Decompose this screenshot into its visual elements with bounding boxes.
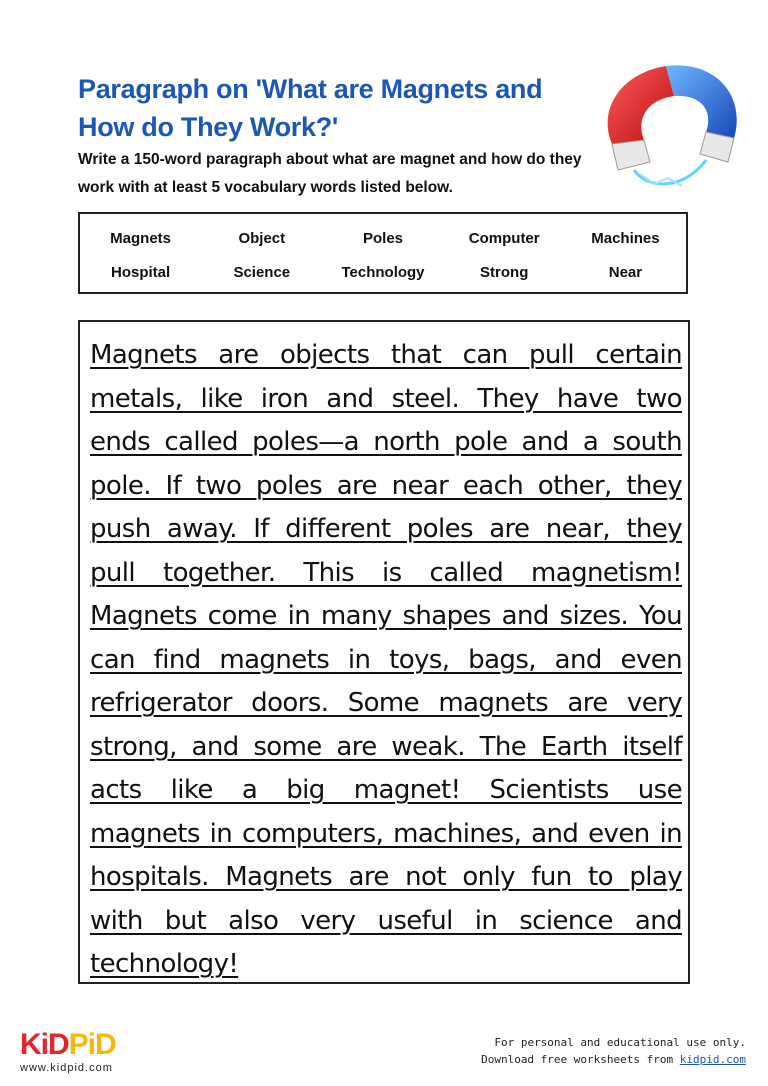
instructions: Write a 150-word paragraph about what are magnet and how do they work with at least 5 vocabulary words listed below. [78,151,582,196]
brand-logo-part2: PiD [68,1028,116,1061]
vocabulary-word: Magnets [110,229,172,247]
vocabulary-word: Object [238,229,286,247]
vocabulary-word: Poles [362,229,404,247]
page-title: Paragraph on 'What are Magnets and How do They Work?' [78,74,543,142]
paragraph-text: Magnets are objects that can pull certain metals, like iron and steel. They have two ends called poles—a north pole and a south pole. If two poles are near each other, they push away. If different poles are near, they pull together. This is called magnetism! Magnets come in many shapes and sizes. You can find magnets in toys, bags, and even refrigerator doors. Some magnets are very strong, and some are weak. The Earth itself acts like a big magnet! Scientists use magnets in computers, machines, and even in hospitals. Magnets are not only fun to play with but also very useful in science and technology! [90,340,682,979]
footer-line1: For personal and educational use only. [494,1036,746,1049]
footer-line2 [481,1051,746,1068]
brand-logo [20,1030,116,1074]
vocabulary-row [80,255,686,289]
vocabulary-word: Hospital [111,263,171,281]
horseshoe-magnet-icon [588,52,748,202]
vocabulary-word: Machines [591,229,660,247]
brand-logo-text [20,1030,116,1060]
brand-url: www.kidpid.com [20,1062,113,1074]
vocabulary-word: Strong [480,263,529,281]
brand-logo-part1: KiD [20,1028,69,1061]
vocabulary-row [80,221,686,255]
footer-line2-prefix: Download free worksheets from [481,1053,680,1066]
vocabulary-word: Science [233,263,291,281]
vocabulary-word: Technology [341,263,425,281]
vocabulary-word: Computer [468,229,540,247]
vocabulary-word: Near [608,263,643,281]
footer-note [481,1034,746,1068]
paragraph-box [78,320,690,984]
vocabulary-box [78,212,688,294]
footer-link[interactable]: kidpid.com [679,1053,746,1066]
